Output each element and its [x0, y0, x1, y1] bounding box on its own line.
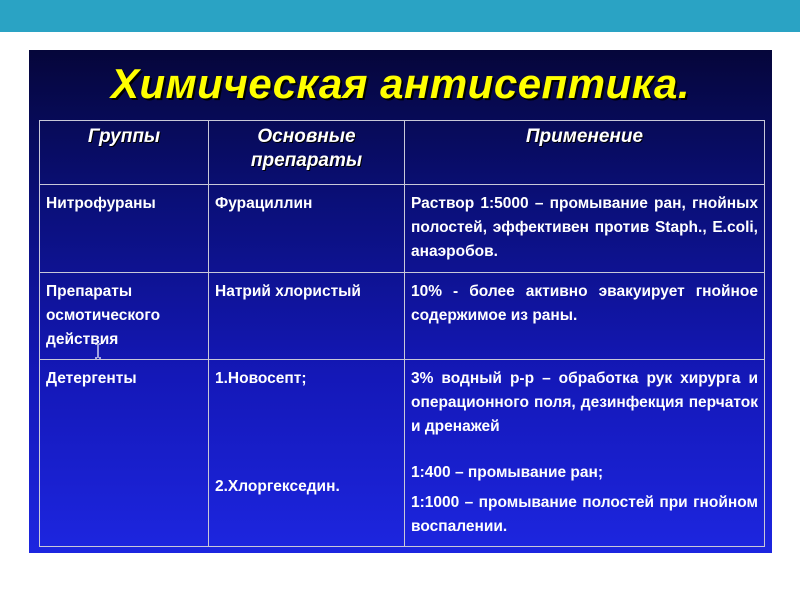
header-drugs: Основные препараты — [209, 121, 405, 185]
header-groups: Группы — [40, 121, 209, 185]
slide-title: Химическая антисептика. — [110, 60, 691, 107]
slide — [29, 50, 772, 553]
antiseptics-table — [39, 120, 765, 547]
usage-item-2: 1:400 – промывание ран; — [411, 464, 604, 481]
cell-usage: Раствор 1:5000 – промывание ран, гнойных полостей, эффективен против Staph., E.coli, анаэробов. — [405, 185, 765, 273]
drug-spacer — [215, 391, 398, 475]
table-header-row — [40, 121, 765, 185]
cell-drug: Натрий хлористый — [209, 273, 405, 360]
table-row — [40, 185, 765, 273]
cell-usage — [405, 360, 765, 547]
cell-drug: Фурациллин — [209, 185, 405, 273]
drug-item-2: 2.Хлоргекседин. — [215, 478, 340, 495]
cell-drug — [209, 360, 405, 547]
usage-item-1: 3% водный р-р – обработка рук хирурга и операционного поля, дезинфекция перчаток и дренажей — [411, 370, 758, 435]
usage-item-3: 1:1000 – промывание полостей при гнойном воспалении. — [411, 494, 758, 535]
cell-usage: 10% - более активно эвакуирует гнойное содержимое из раны. — [405, 273, 765, 360]
drug-item-1: 1.Новосепт; — [215, 370, 307, 387]
table-row — [40, 273, 765, 360]
top-bar — [0, 0, 800, 32]
cell-group: Нитрофураны — [40, 185, 209, 273]
table-row — [40, 360, 765, 547]
text-cursor-icon — [94, 343, 102, 359]
cell-group: Препараты осмотического действия — [40, 273, 209, 360]
header-usage: Применение — [405, 121, 765, 185]
cell-group: Детергенты — [40, 360, 209, 547]
usage-spacer — [411, 439, 758, 461]
